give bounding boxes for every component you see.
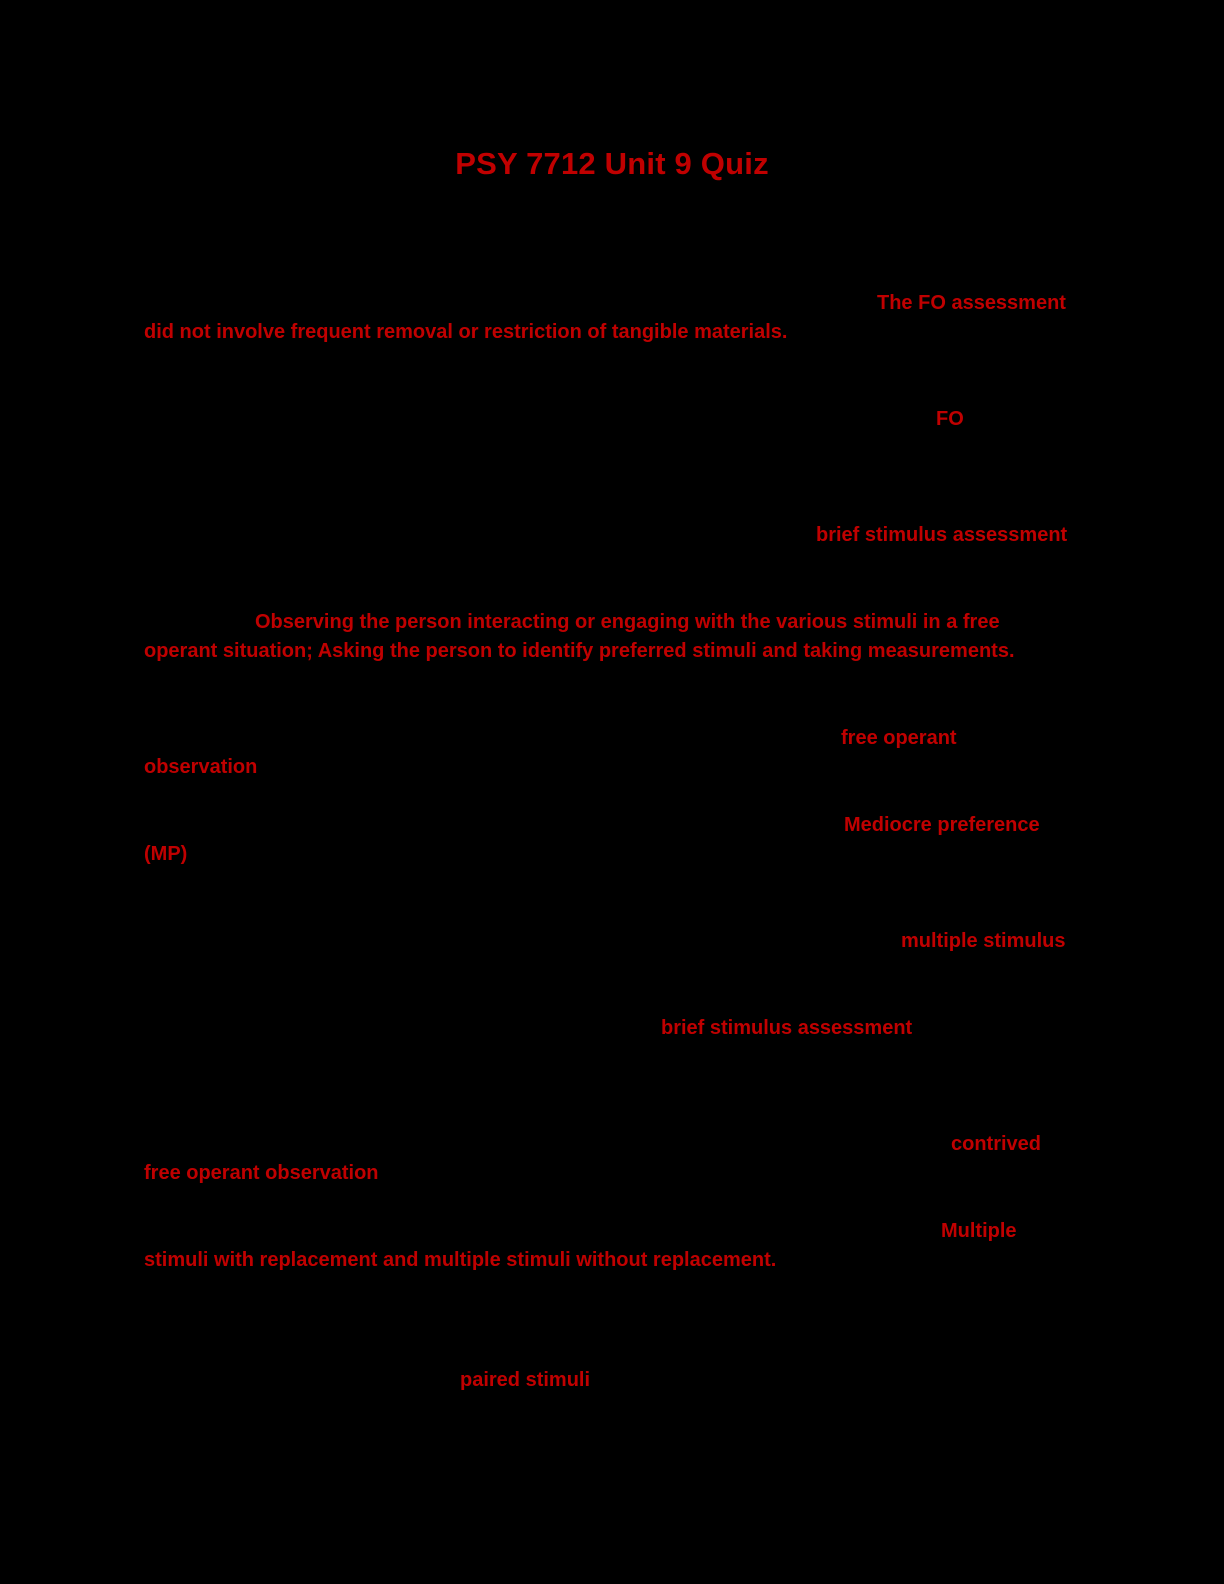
answer-11-line1: paired stimuli	[460, 1369, 591, 1391]
answer-10-line1: Multiple	[941, 1220, 1017, 1242]
answer-8-line1: brief stimulus assessment	[661, 1017, 913, 1039]
answer-10-line2: stimuli with replacement and multiple stimuli without replacement.	[144, 1249, 777, 1271]
answer-1-line2: did not involve frequent removal or restriction of tangible materials.	[144, 321, 788, 343]
answer-4	[144, 608, 1084, 666]
answer-8	[144, 1014, 1084, 1043]
answer-6-line1: Mediocre preference	[844, 814, 1040, 836]
answer-2	[144, 405, 1084, 434]
answer-2-line1: FO	[936, 408, 964, 430]
answer-1-line1: The FO assessment	[877, 292, 1066, 314]
answer-7-line1: multiple stimulus	[901, 930, 1066, 952]
answer-4-line2: operant situation; Asking the person to identify preferred stimuli and taking measurements.	[144, 640, 1015, 662]
answer-7	[144, 927, 1084, 956]
answer-5	[144, 724, 1084, 782]
answer-9	[144, 1130, 1084, 1188]
answer-5-line2: observation	[144, 756, 258, 778]
answer-1	[144, 289, 1084, 347]
answer-4-line1: Observing the person interacting or engaging with the various stimuli in a free	[255, 611, 1000, 633]
answer-6	[144, 811, 1084, 869]
answer-3	[144, 521, 1084, 550]
answer-10	[144, 1217, 1084, 1275]
page-title: PSY 7712 Unit 9 Quiz	[455, 146, 769, 181]
answer-11	[144, 1366, 1084, 1395]
answer-9-line2: free operant observation	[144, 1162, 379, 1184]
answer-5-line1: free operant	[841, 727, 957, 749]
answer-3-line1: brief stimulus assessment	[816, 524, 1068, 546]
answer-6-line2: (MP)	[144, 843, 188, 865]
answer-9-line1: contrived	[951, 1133, 1042, 1155]
